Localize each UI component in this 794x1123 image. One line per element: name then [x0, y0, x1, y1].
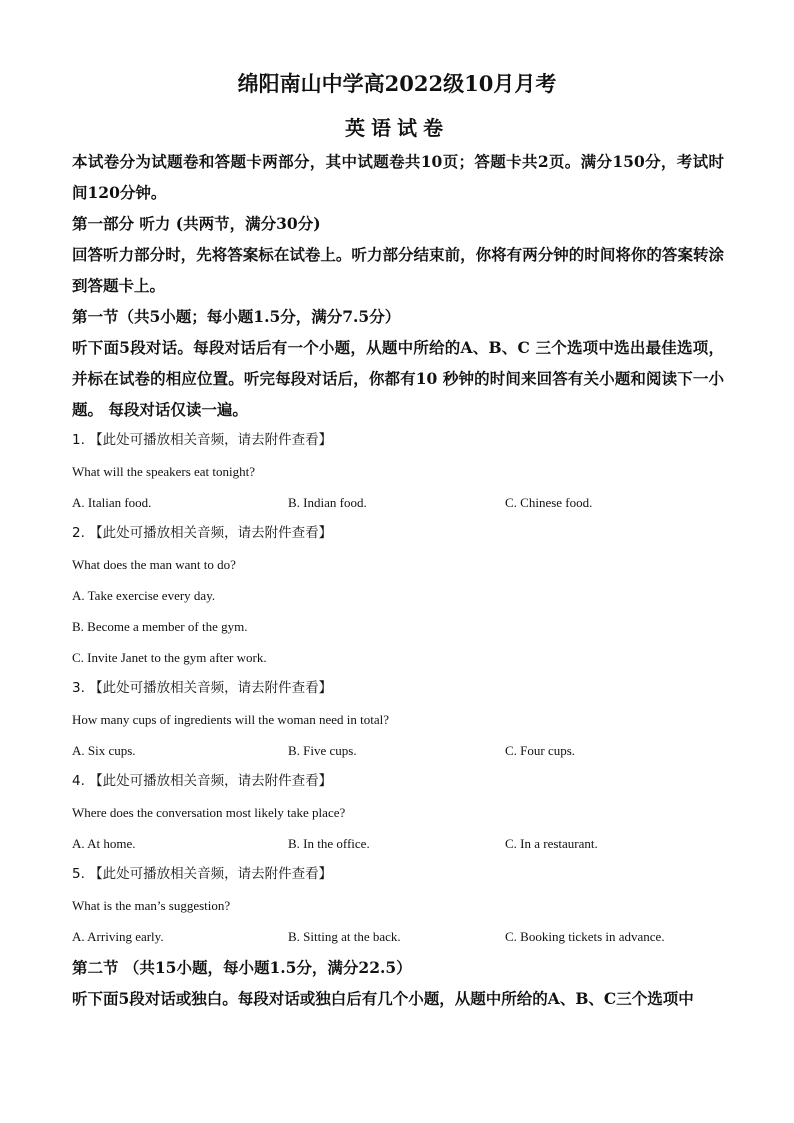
question-4-audio-link[interactable]: 4. 【此处可播放相关音频，请去附件查看】 — [72, 773, 333, 789]
exam-content — [72, 146, 724, 1014]
section1-heading: 第一节（共5小题；每小题1.5分，满分7.5分） — [72, 307, 401, 326]
question-5-option-a: A. Arriving early. — [72, 929, 164, 944]
question-4-option-a: A. At home. — [72, 836, 136, 851]
question-3-text: How many cups of ingredients will the woman need in total? — [72, 712, 389, 727]
question-4-option-c: C. In a restaurant. — [505, 836, 598, 851]
question-1-option-a: A. Italian food. — [72, 495, 152, 510]
part1-heading: 第一部分 听力 (共两节，满分30分) — [72, 214, 321, 233]
question-2-text: What does the man want to do? — [72, 557, 236, 572]
page-subtitle: 英语试卷 — [345, 116, 449, 140]
question-4-option-b: B. In the office. — [288, 836, 370, 851]
page-title: 绵阳南山中学高2022级10月月考 — [237, 71, 557, 96]
question-3-audio-link[interactable]: 3. 【此处可播放相关音频，请去附件查看】 — [72, 680, 333, 696]
part1-instruction: 回答听力部分时，先将答案标在试卷上。听力部分结束前，你将有两分钟的时间将你的答案转涂到答题卡上。 — [72, 245, 724, 295]
question-1-audio-link[interactable]: 1. 【此处可播放相关音频，请去附件查看】 — [72, 432, 333, 448]
question-3-option-a: A. Six cups. — [72, 743, 136, 758]
section2-instruction: 听下面5段对话或独白。每段对话或独白后有几个小题，从题中所给的A、B、C三个选项中 — [72, 989, 694, 1008]
question-5-option-b: B. Sitting at the back. — [288, 929, 401, 944]
question-2-option-c: C. Invite Janet to the gym after work. — [72, 650, 267, 665]
intro-paragraph: 本试卷分为试题卷和答题卡两部分，其中试题卷共10页；答题卡共2页。满分150分，考试时间120分钟。 — [72, 152, 724, 202]
question-2-audio-link[interactable]: 2. 【此处可播放相关音频，请去附件查看】 — [72, 525, 333, 541]
question-5-text: What is the man’s suggestion? — [72, 898, 231, 913]
question-4-options — [72, 828, 724, 859]
question-5-options — [72, 921, 724, 952]
question-3-options — [72, 735, 724, 766]
question-3-option-b: B. Five cups. — [288, 743, 357, 758]
section1-instruction: 听下面5段对话。每段对话后有一个小题，从题中所给的A、B、C 三个选项中选出最佳选项，并标在试卷的相应位置。听完每段对话后，你都有10 秒钟的时间来回答有关小题和阅读下一小题。 每段对话仅读一遍。 — [72, 338, 724, 419]
question-5-audio-link[interactable]: 5. 【此处可播放相关音频，请去附件查看】 — [72, 866, 333, 882]
question-5-option-c: C. Booking tickets in advance. — [505, 929, 665, 944]
question-2-option-a: A. Take exercise every day. — [72, 588, 216, 603]
question-3-option-c: C. Four cups. — [505, 743, 576, 758]
question-4-text: Where does the conversation most likely take place? — [72, 805, 346, 820]
question-1-option-b: B. Indian food. — [288, 495, 367, 510]
question-1-text: What will the speakers eat tonight? — [72, 464, 256, 479]
question-1-options — [72, 487, 724, 518]
section2-heading: 第二节 （共15小题，每小题1.5分，满分22.5） — [72, 958, 412, 977]
question-1-option-c: C. Chinese food. — [505, 495, 593, 510]
question-2-option-b: B. Become a member of the gym. — [72, 619, 248, 634]
